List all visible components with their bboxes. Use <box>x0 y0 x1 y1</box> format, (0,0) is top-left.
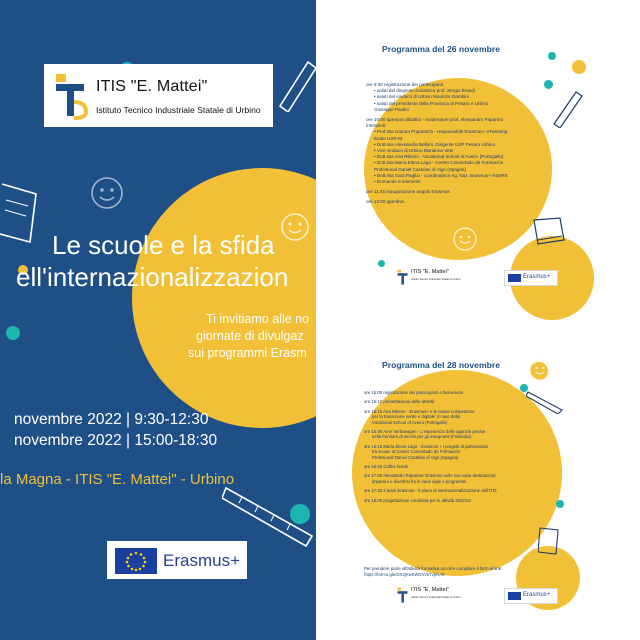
registration-text: Per prendere parte all'attività formativa occorre compilare il form al link: <box>364 566 503 571</box>
program-item: Epale USR-M <box>374 135 403 141</box>
date-line-2: novembre 2022 | 15:00-18:30 <box>14 432 218 449</box>
program-item: Vocational School of Aveiro (Portogallo) <box>372 419 448 425</box>
decor-circle-teal <box>378 260 385 267</box>
program-item: • Dott.ssa Sara Pagliai - coordinatrice Ag. Naz. Erasmus+ INDIRE <box>374 172 508 178</box>
program-item: ore 10:00 apertura dibattito - moderatore prof. Alessandro Paparoni <box>366 117 503 123</box>
program-page-26 <box>326 30 626 326</box>
program-item: per la transizione verde e digitale: il caso della <box>372 414 460 420</box>
erasmus-label: Erasmus+ <box>523 274 551 280</box>
poster <box>0 0 316 640</box>
headline-line-1: Le scuole e la sfida <box>52 230 275 260</box>
invite-line-3: sui programmi Erasm <box>188 346 307 360</box>
program-item: nella fornitura di servizi per gli insegnanti (Finlandia) <box>372 434 472 440</box>
program-item: • Dott.ssa Ana Ribeiro - Vocational School of Aveiro (Portogallo) <box>374 154 504 160</box>
logo-title: ITIS "E. Mattei" <box>96 78 208 95</box>
invite-line-2: giornate di divulgaz <box>196 329 304 343</box>
program-item: ore 17:30 Il team Erasmus - Il piano di internazionalizzazione dell'ITIS <box>364 488 497 494</box>
program-item: ore 15:15 Ana Ribeiro - Erasmus+ e le nuove competenze <box>364 408 475 414</box>
program-item: • saluti del sindaco di Urbino Maurizio Gambini <box>374 94 469 100</box>
program-title: Programma del 28 novembre <box>382 360 500 370</box>
pencil-icon <box>272 56 316 112</box>
eu-flag-icon <box>508 592 521 600</box>
decor-circle-teal <box>6 326 20 340</box>
program-list <box>366 82 508 206</box>
itis-logo <box>396 586 461 606</box>
program-item: Profesional Daniel Castelao di Vigo (Spagna) <box>374 166 467 172</box>
book-icon <box>532 216 566 246</box>
itis-logo-icon <box>396 269 409 286</box>
date-line-1: novembre 2022 | 9:30-12:30 <box>14 411 209 428</box>
decor-circle-teal <box>556 500 564 508</box>
eu-flag-icon <box>508 274 521 282</box>
program-item: • Prof.ssa Gianna Prapotnich - responsabile Erasmus+ eTwinning <box>374 129 508 135</box>
erasmus-label: Erasmus+ <box>163 551 240 570</box>
itis-logo-icon <box>396 587 409 604</box>
erasmus-logo <box>504 270 558 286</box>
venue-line: la Magna - ITIS "E. Mattei" - Urbino <box>0 471 235 488</box>
ruler-icon <box>222 480 316 550</box>
paper-icon <box>0 178 44 248</box>
smiley-icon <box>90 176 124 210</box>
program-item: ore 15:45 Arne Verhaeagen - L'esperienza delle agenzie private <box>364 429 486 435</box>
logo-title: ITIS "E. Mattei" <box>411 269 449 275</box>
program-item: ore 17:00 Alessandro Paparoni: Erasmus nelle sue varie destinazioni: <box>364 473 497 479</box>
eu-flag-icon <box>115 548 157 574</box>
decor-circle-yellow-small <box>572 60 586 74</box>
program-item: Interventi: <box>366 123 387 129</box>
erasmus-label: Erasmus+ <box>523 592 551 598</box>
program-item: • saluti del presidente della Provincia di Pesaro e Urbino <box>374 100 489 106</box>
erasmus-logo <box>107 541 247 579</box>
program-item: tra scuole al Centro Concertado de Formación <box>372 449 461 455</box>
program-page-28 <box>326 350 626 640</box>
logo-title: ITIS "E. Mattei" <box>411 587 449 593</box>
logo-subtitle: Istituto Tecnico Industriale Statale di Urbino <box>411 596 461 599</box>
program-item: • Dott.ssa Maria Elena Lago - Centro Concertado de Formación <box>374 160 504 166</box>
logo-subtitle: Istituto Tecnico Industriale Statale di Urbino <box>96 105 261 115</box>
program-item: imparare e divertirsi fra le varie sigle e programmi <box>372 478 467 484</box>
program-item: Profesional Daniel Castelao di Vigo (Spagna) <box>372 454 459 460</box>
program-item: ore 15:00 registrazione dei partecipanti e benvenuto <box>364 390 464 395</box>
program-item: • saluti del dirigente scolastico prof. Sergio Brandi <box>374 88 475 94</box>
program-item: • Domande e interventi <box>374 179 421 185</box>
headline-line-2: ell'internazionalizzazion <box>16 262 289 292</box>
decor-circle-big-yellow <box>132 168 316 428</box>
program-item: ore 16:45 Coffee break <box>364 464 408 470</box>
program-item: ore 16:15 María Elena Lago - Erasmus + i progetti di partenariato <box>364 443 489 449</box>
itis-logo <box>44 64 273 127</box>
itis-logo-icon <box>52 72 88 120</box>
invite-line-1: Ti invitiamo alle no <box>206 312 310 326</box>
registration-link[interactable]: https://forms.gle/DX2jKeEWDVvkTvpKA8 <box>364 572 445 577</box>
program-item: ore 11:45 inaugurazione angolo Erasmus <box>366 189 450 195</box>
pencil-icon <box>550 88 584 128</box>
erasmus-logo <box>504 588 558 604</box>
logo-subtitle: Istituto Tecnico Industriale Statale di Urbino <box>411 278 461 281</box>
book-icon <box>538 526 560 556</box>
program-list <box>364 390 497 503</box>
program-item: ore 18:00 progettazione condivisa per le attività 2022/23 <box>364 497 471 503</box>
smiley-icon <box>280 212 310 242</box>
program-title: Programma del 26 novembre <box>382 44 500 54</box>
program-item: ore 9:30 registrazione dei partecipanti <box>366 82 443 87</box>
smiley-icon <box>452 226 478 252</box>
program-item: ore 15:10 presentazione delle attività <box>364 399 435 405</box>
itis-logo <box>396 268 461 288</box>
program-item: • Vice sindaco di Urbino Marianna Vetri <box>374 148 454 154</box>
program-item: ore 12:00 aperitivo <box>366 199 405 205</box>
program-item: Giuseppe Paolini <box>374 106 409 112</box>
pencil-icon <box>526 384 566 414</box>
program-item: • Dott.ssa Alessandra Belloni, Dirigente USP Pesaro Urbino <box>374 141 496 147</box>
